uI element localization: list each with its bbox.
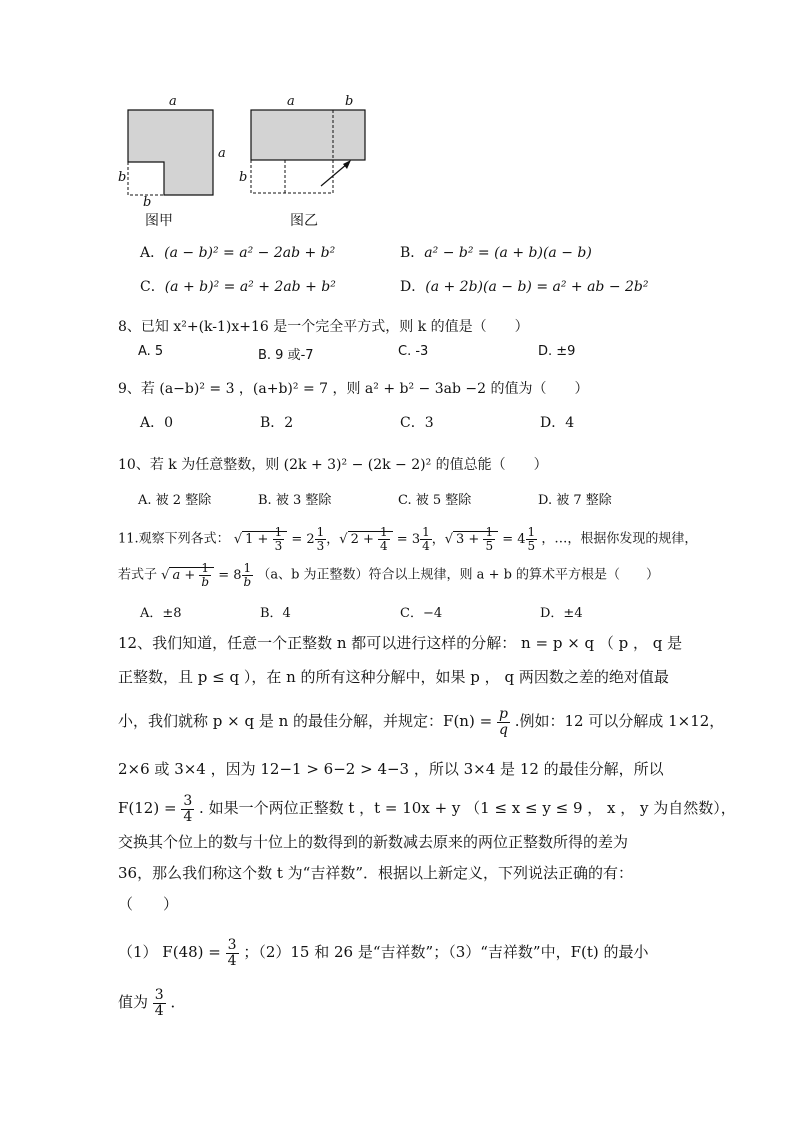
q7-option-d-label: D． xyxy=(400,279,426,295)
q12-line-10 xyxy=(118,988,186,1018)
q7-option-c-label: C． xyxy=(140,279,165,295)
q12-line-5-suffix: . 如果一个两位正整数 t ，t = 10x + y （1 ≤ x ≤ y ≤ 9 ， x ， y 为自然数）， xyxy=(199,799,736,818)
q7-option-a xyxy=(140,242,335,262)
q12-line-3-prefix: 小，我们就称 p × q 是 n 的最佳分解，并规定：F(n) = xyxy=(118,712,493,731)
label-b-side-1: b xyxy=(118,170,127,185)
q12-line-3-suffix: .例如：12 可以分解成 1×12， xyxy=(514,712,725,731)
q12-line-9-prefix: （1） F(48) = xyxy=(118,943,221,962)
q10-option-c: C. 被 5 整除 xyxy=(398,493,472,508)
q11-line-1-prefix: 11.观察下列各式： xyxy=(118,531,230,547)
label-b-bottom-1: b xyxy=(143,195,152,210)
label-b-side-2: b xyxy=(239,170,248,185)
q12-fraction-3-4-c: $\frac{3}{4}$ xyxy=(154,987,164,1019)
q12-line-5-prefix: F(12) = xyxy=(118,799,177,818)
q12-line-8: （ ） xyxy=(118,895,179,913)
q12-line-4: 2×6 或 3×4 ，因为 12−1 > 6−2 > 4−3 ，所以 3×4 是 12 的最佳分解，所以 xyxy=(118,760,664,778)
label-a-top-1: a xyxy=(169,94,177,109)
q10-stem: 10、若 k 为任意整数，则 (2k + 3)² − (2k − 2)² 的值总能（ ） xyxy=(118,457,548,473)
caption-figure-2: 图乙 xyxy=(290,213,318,229)
q9-stem: 9、若 (a−b)² = 3 ，(a+b)² = 7 ，则 a² + b² − 3ab −2 的值为（ ） xyxy=(118,381,589,397)
q11-option-b: B．4 xyxy=(260,606,291,621)
q12-line-3 xyxy=(118,707,724,737)
q7-option-c-text: (a + b)² = a² + 2ab + b² xyxy=(164,279,336,295)
label-a-top-2: a xyxy=(287,94,295,109)
q11-line-2 xyxy=(118,562,659,588)
q7-option-c xyxy=(140,276,336,296)
q7-option-b xyxy=(400,242,592,262)
q7-option-a-text: (a − b)² = a² − 2ab + b² xyxy=(164,245,336,261)
q12-fraction-3-4-b: $\frac{3}{4}$ xyxy=(227,937,237,969)
q11-line-1-suffix: ，…，根据你发现的规律， xyxy=(541,531,698,547)
q8-option-d: D. ±9 xyxy=(538,344,576,359)
q8-stem: 8、已知 x²+(k-1)x+16 是一个完全平方式，则 k 的值是（ ） xyxy=(118,319,529,335)
q9-option-b: B．2 xyxy=(260,415,294,431)
q11-line-2-prefix: 若式子 xyxy=(118,567,158,583)
q11-line-2-suffix: （a、b 为正整数）符合以上规律，则 a + b 的算术平方根是（ ） xyxy=(257,567,660,583)
q10-option-b: B. 被 3 整除 xyxy=(258,493,332,508)
q9-option-c: C．3 xyxy=(400,415,434,431)
q11-option-c: C．−4 xyxy=(400,606,443,621)
q10-option-a: A. 被 2 整除 xyxy=(138,493,212,508)
q7-option-b-text: a² − b² = (a + b)(a − b) xyxy=(424,245,592,261)
q11-line-1 xyxy=(118,526,697,552)
q12-line-2: 正整数，且 p ≤ q ），在 n 的所有这种分解中，如果 p ， q 两因数之差的绝对值最 xyxy=(118,668,669,686)
q7-option-d-text: (a + 2b)(a − b) = a² + ab − 2b² xyxy=(425,279,649,295)
q11-examples: √ 1 + $\frac{1}{3}$ = 2 $\frac{1}{3}$ ，√ 2 + $\frac{1}{4}$ = 3 $\frac{1}{4}$ ，√ 3 + $\frac{1}{5}$ = 4 $\frac{1}{5}$ xyxy=(233,525,536,553)
q7-option-d xyxy=(400,276,649,296)
label-b-top-2: b xyxy=(345,94,354,109)
q12-line-10-suffix: ． xyxy=(170,993,186,1012)
q12-line-9 xyxy=(118,938,649,968)
q7-option-b-label: B． xyxy=(400,245,425,261)
q11-option-a: A．±8 xyxy=(140,606,182,621)
label-a-side-1: a xyxy=(218,146,226,161)
q9-option-a: A．0 xyxy=(140,415,174,431)
q11-option-d: D．±4 xyxy=(540,606,583,621)
q9-option-d: D．4 xyxy=(540,415,575,431)
q12-fraction-3-4-a: $\frac{3}{4}$ xyxy=(183,793,193,825)
q12-line-6: 交换其个位上的数与十位上的数得到的新数减去原来的两位正整数所得的差为 xyxy=(118,833,629,851)
q11-expression: √ a + $\frac{1}{b}$ = 8 $\frac{1}{b}$ xyxy=(161,561,252,589)
q7-option-a-label: A． xyxy=(140,245,165,261)
caption-figure-1: 图甲 xyxy=(145,213,173,229)
q12-line-10-prefix: 值为 xyxy=(118,993,149,1012)
q12-fraction-p-over-q: $\frac{p}{q}$ xyxy=(498,706,508,738)
figure-squares xyxy=(115,92,375,232)
q8-option-b: B. 9 或-7 xyxy=(258,348,314,363)
q10-option-d: D. 被 7 整除 xyxy=(538,493,612,508)
q8-option-a: A. 5 xyxy=(138,344,164,359)
q12-line-7: 36，那么我们称这个数 t 为“吉祥数”．根据以上新定义，下列说法正确的有： xyxy=(118,864,633,882)
q12-line-1: 12、我们知道，任意一个正整数 n 都可以进行这样的分解： n = p × q （ p ， q 是 xyxy=(118,634,683,652)
q12-line-9-suffix: ；（2）15 和 26 是“吉祥数”；（3）“吉祥数”中，F(t) 的最小 xyxy=(243,943,649,962)
q12-line-5 xyxy=(118,794,736,824)
q8-option-c: C. -3 xyxy=(398,344,429,359)
